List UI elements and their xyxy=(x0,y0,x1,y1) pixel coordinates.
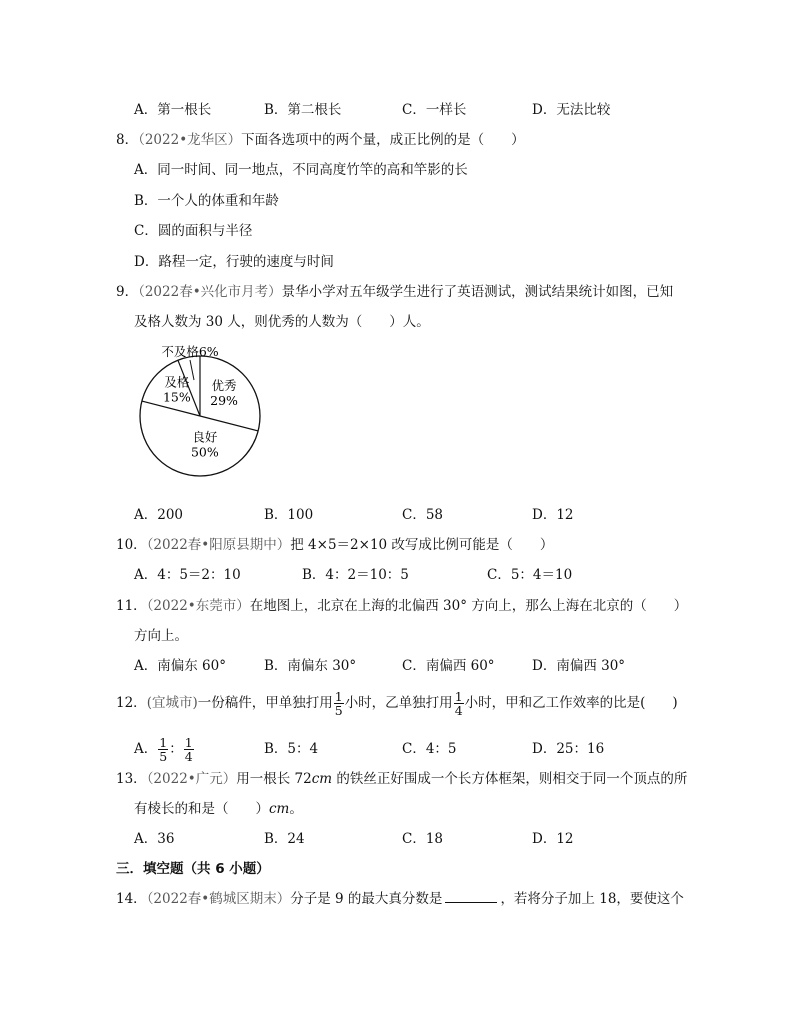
q13-unit: cm xyxy=(311,771,333,787)
q12-option-a-frac2-num: 1 xyxy=(184,735,193,750)
q12-option-a-label: A． xyxy=(134,741,158,757)
q8-option-a: A．同一时间、同一地点，不同高度竹竿的高和竿影的长 xyxy=(134,162,468,178)
q13-seg1: 用一根长 72 xyxy=(236,771,312,787)
q12-option-a-frac2 xyxy=(184,736,194,763)
q14-stem xyxy=(116,890,684,908)
q13-source: （2022•广元） xyxy=(146,771,237,787)
q12-option-a-frac1-num: 1 xyxy=(159,735,168,750)
q12-option-a-colon: ： xyxy=(169,741,183,757)
q10-option-a: A．4：5＝2：10 xyxy=(134,567,241,583)
q12-number: 12． xyxy=(116,695,147,711)
q12-option-d: D．25：16 xyxy=(532,741,605,757)
q14-answer-blank[interactable] xyxy=(445,890,497,903)
q12-fraction-2 xyxy=(454,690,464,717)
q13-option-d: D．12 xyxy=(532,831,574,847)
q12-option-a-frac2-den: 4 xyxy=(184,749,193,764)
q7-option-b: B．第二根长 xyxy=(264,102,342,118)
q11-option-d: D．南偏西 30° xyxy=(532,658,626,674)
q8-option-d: D．路程一定，行驶的速度与时间 xyxy=(134,254,334,270)
q12-option-a-frac1-den: 5 xyxy=(159,749,168,764)
q11-stem-line2: 方向上。 xyxy=(134,628,188,644)
q10-option-c: C．5：4＝10 xyxy=(487,567,573,583)
q13-number: 13． xyxy=(116,771,147,787)
pie-label-2: 及格 xyxy=(164,374,190,390)
q7-option-c: C．一样长 xyxy=(402,102,467,118)
pie-value-1: 50% xyxy=(190,444,219,460)
q13-option-a: A．36 xyxy=(134,831,175,847)
q8-text: 下面各选项中的两个量，成正比例的是（ ） xyxy=(241,132,525,148)
q13-line2: 有棱长的和是（ ） xyxy=(134,801,269,817)
q9-text-1: 景华小学对五年级学生进行了英语测试，测试结果统计如图，已知 xyxy=(281,284,674,300)
q7-option-a: A．第一根长 xyxy=(134,102,212,118)
q12-option-a-frac1 xyxy=(158,736,168,763)
q10-text: 把 4×5＝2×10 改写成比例可能是（ ） xyxy=(290,537,554,553)
q12-frac2-num: 1 xyxy=(454,689,463,704)
q12-frac2-den: 4 xyxy=(454,703,463,718)
q12-frac1-den: 5 xyxy=(334,703,343,718)
q12-source: (宜城市) xyxy=(146,695,198,711)
q9-option-a: A．200 xyxy=(134,507,184,523)
q12-stem xyxy=(116,689,678,717)
q14-seg2: ，若将分子加上 18，要使这个 xyxy=(500,891,684,907)
q9-source: （2022春•兴化市月考） xyxy=(138,284,282,300)
q12-option-a xyxy=(134,735,195,763)
pie-outside-label: 不及格6% xyxy=(161,344,219,359)
pie-value-2: 15% xyxy=(162,389,191,405)
q11-option-c: C．南偏西 60° xyxy=(402,658,495,674)
q13-stem-line2 xyxy=(134,800,303,818)
q10-option-b: B．4：2＝10：5 xyxy=(302,567,409,583)
q11-text-1: 在地图上，北京在上海的北偏西 30° 方向上，那么上海在北京的（ ） xyxy=(249,598,688,614)
q8-option-c: C．圆的面积与半径 xyxy=(134,223,253,239)
pie-label-0: 优秀 xyxy=(211,377,237,393)
q13-stem-line1 xyxy=(116,770,687,788)
q13-seg2: 的铁丝正好围成一个长方体框架，则相交于同一个顶点的所 xyxy=(332,771,688,787)
q12-fraction-1 xyxy=(334,690,344,717)
q9-option-c: C．58 xyxy=(402,507,444,523)
q8-stem xyxy=(116,131,525,149)
q10-source: （2022春•阳原县期中） xyxy=(146,537,291,553)
q14-number: 14． xyxy=(116,891,147,907)
q12-option-b: B．5：4 xyxy=(264,741,319,757)
q11-source: （2022•东莞市） xyxy=(146,598,250,614)
q8-option-b: B．一个人的体重和年龄 xyxy=(134,193,279,209)
q9-stem-line2: 及格人数为 30 人，则优秀的人数为（ ）人。 xyxy=(134,314,430,330)
q9-number: 9． xyxy=(116,284,139,300)
q8-source: （2022•龙华区） xyxy=(138,132,242,148)
q13-option-b: B．24 xyxy=(264,831,305,847)
q11-option-b: B．南偏东 30° xyxy=(264,658,357,674)
q13-unit-2: cm xyxy=(269,801,290,817)
pie-value-0: 29% xyxy=(210,392,238,408)
q8-number: 8． xyxy=(116,132,139,148)
q11-option-a: A．南偏东 60° xyxy=(134,658,226,674)
q13-option-c: C．18 xyxy=(402,831,444,847)
pie-label-1: 良好 xyxy=(192,429,218,445)
q12-seg1: 一份稿件，甲单独打用 xyxy=(197,695,333,711)
q14-seg1: 分子是 9 的最大真分数是 xyxy=(290,891,443,907)
q11-stem-line1 xyxy=(116,597,687,615)
q12-option-c: C．4：5 xyxy=(402,741,457,757)
q14-source: （2022春•鹤城区期末） xyxy=(146,891,291,907)
q13-period: 。 xyxy=(289,801,303,817)
pie-chart xyxy=(130,340,270,480)
q11-number: 11． xyxy=(116,598,147,614)
q12-seg2: 小时，乙单独打用 xyxy=(344,695,453,711)
q9-option-d: D．12 xyxy=(532,507,574,523)
q9-stem-line1 xyxy=(116,283,673,301)
q12-seg3: 小时，甲和乙工作效率的比是( ) xyxy=(464,695,678,711)
q10-stem xyxy=(116,536,553,554)
section-title-fill-blank: 三．填空题（共 6 小题） xyxy=(116,861,270,877)
q12-frac1-num: 1 xyxy=(334,689,343,704)
q7-option-d: D．无法比较 xyxy=(532,102,611,118)
q10-number: 10． xyxy=(116,537,147,553)
q9-option-b: B．100 xyxy=(264,507,314,523)
